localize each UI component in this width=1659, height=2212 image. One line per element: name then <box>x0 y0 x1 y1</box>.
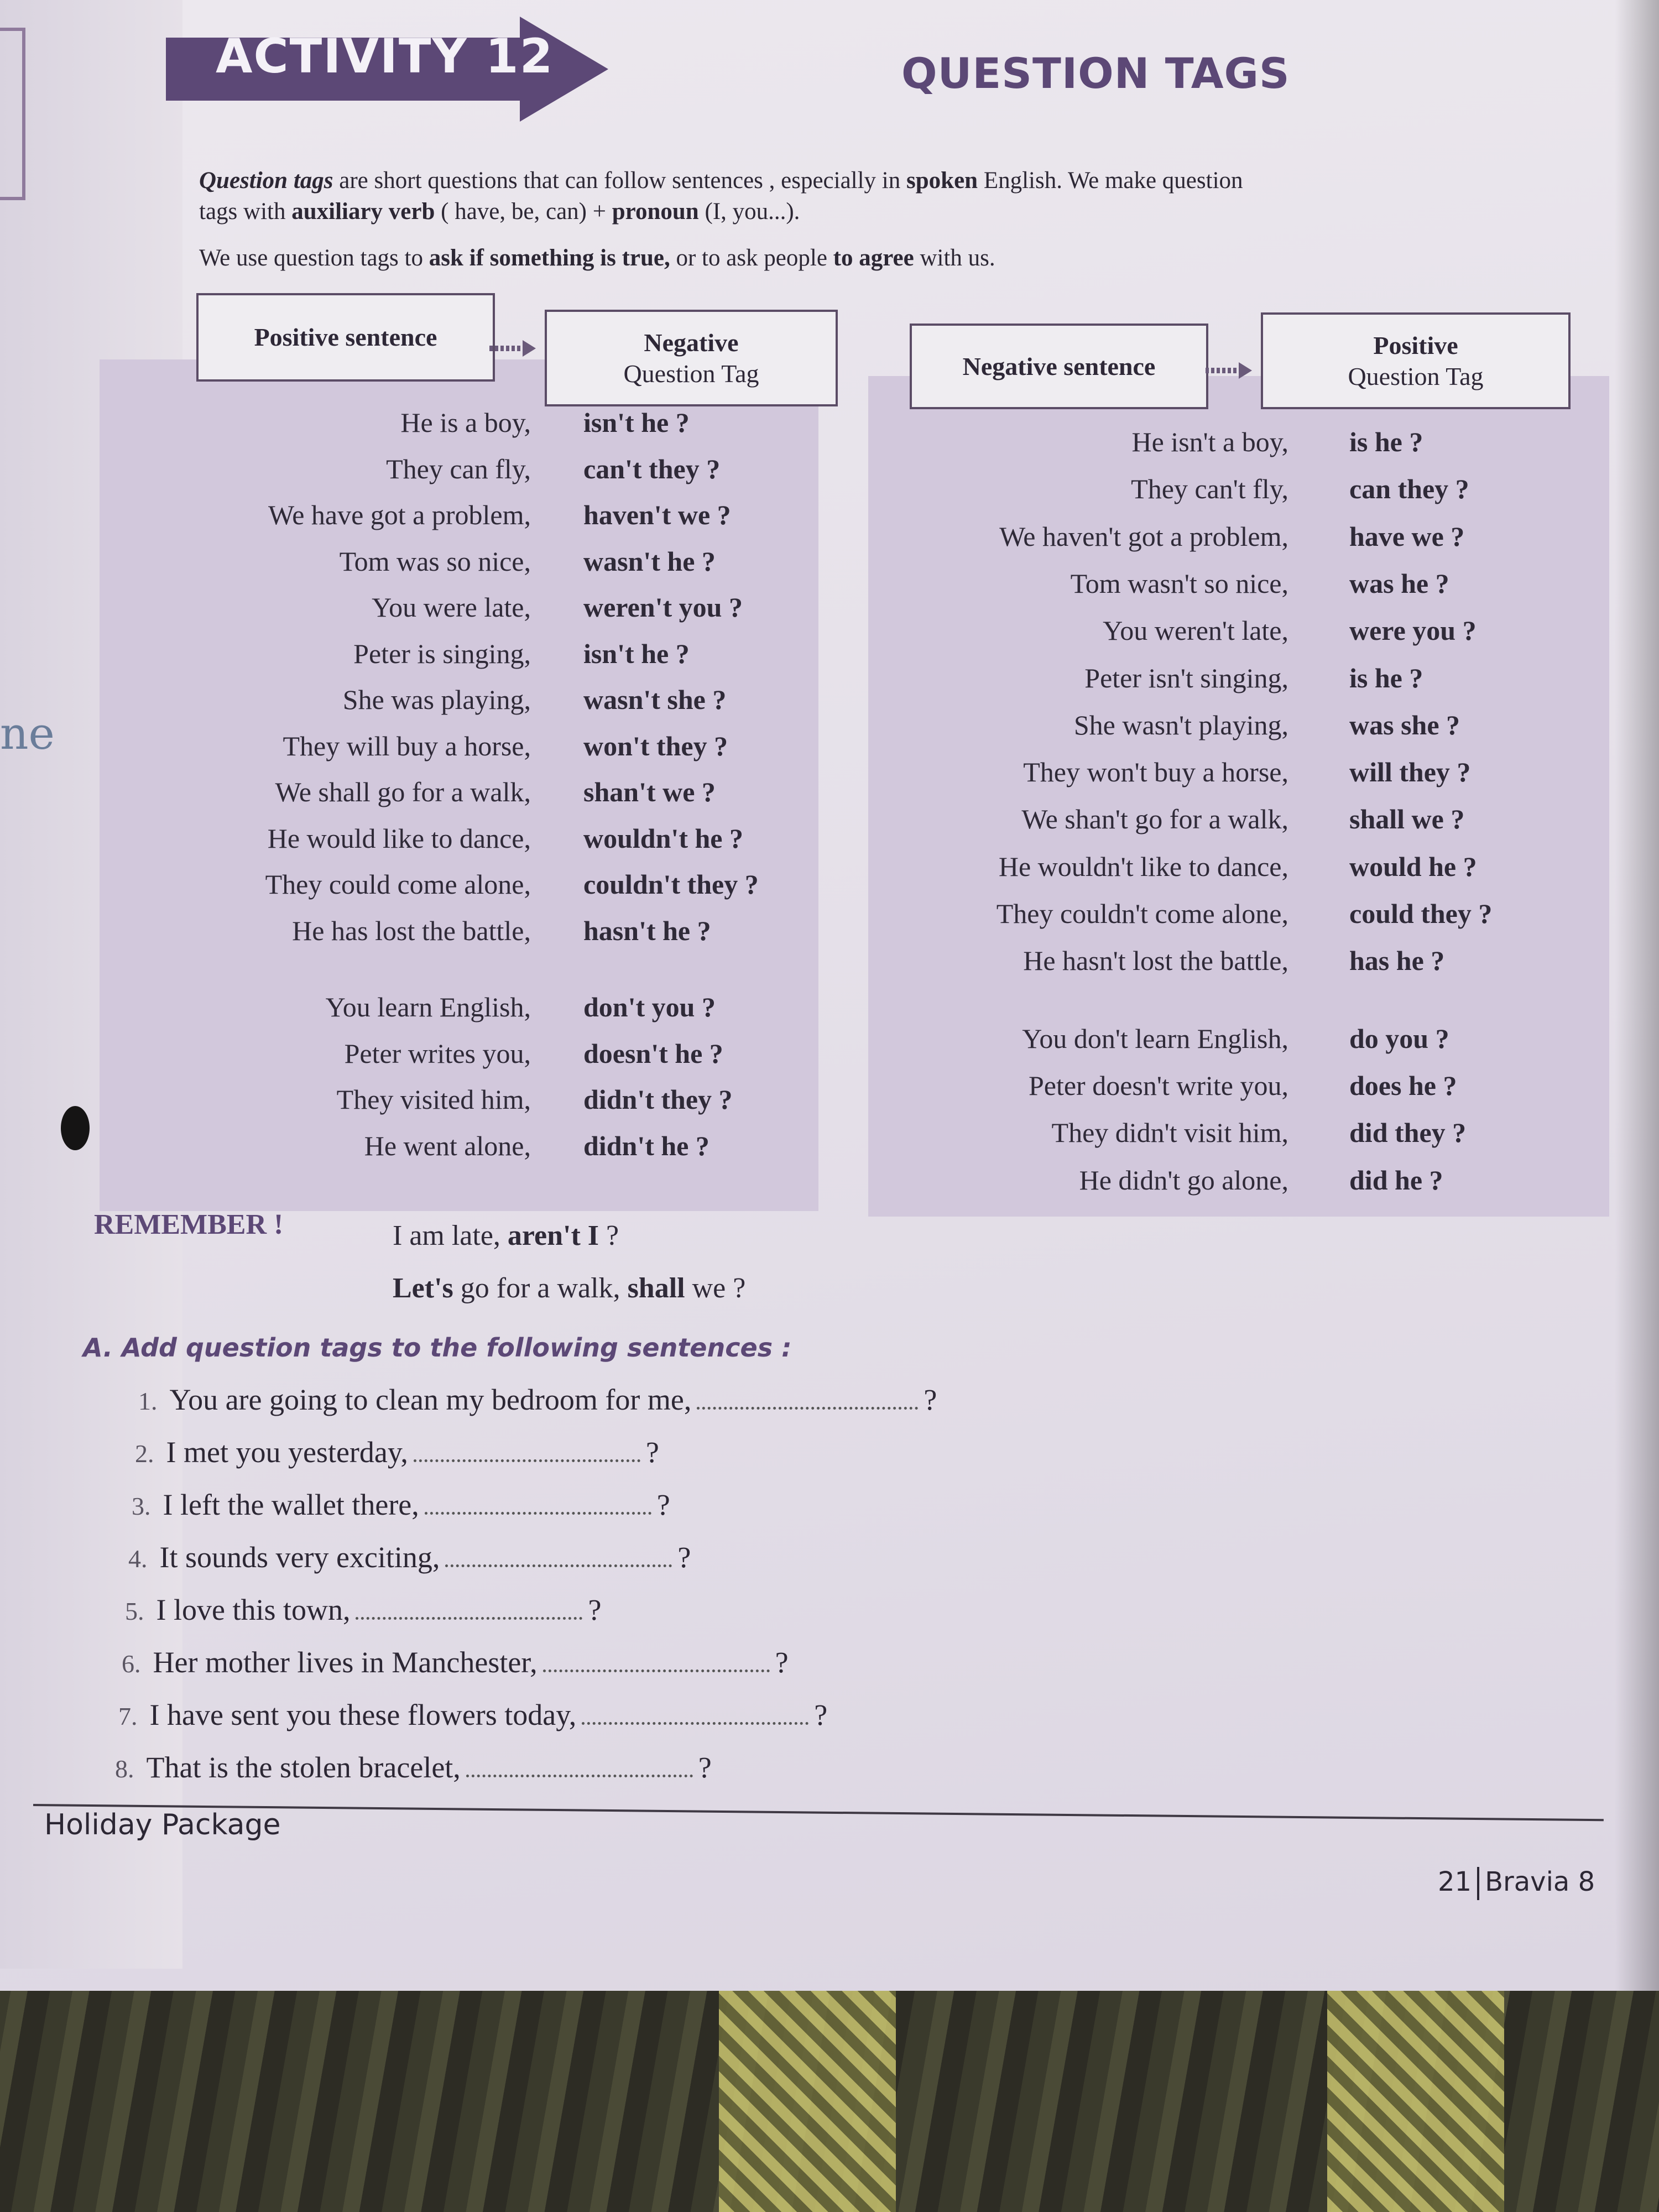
positive-tag-header <box>1261 312 1571 409</box>
sentence-cell: We shan't go for a walk, <box>1021 804 1288 835</box>
intro-text: with us. <box>914 245 995 271</box>
item-number: 4. <box>128 1545 148 1573</box>
intro-line-3 <box>199 243 1615 273</box>
answer-blank[interactable] <box>697 1390 918 1410</box>
sentence-cell: They won't buy a horse, <box>1023 757 1288 788</box>
tag-cell: were you ? <box>1349 615 1477 646</box>
answer-blank[interactable] <box>445 1548 672 1567</box>
sentence-cell: You don't learn English, <box>1022 1022 1288 1054</box>
sentence-cell: Tom was so nice, <box>339 545 531 577</box>
header-label: Negative sentence <box>962 352 1156 380</box>
sentence-cell: He isn't a boy, <box>1131 426 1288 457</box>
sentence-cell: Peter writes you, <box>344 1037 531 1069</box>
sentence-cell: Peter is singing, <box>353 638 531 669</box>
item-end-mark: ? <box>588 1593 602 1626</box>
tag-cell: did they ? <box>1349 1117 1467 1149</box>
exercise-item <box>135 1435 659 1469</box>
item-number: 3. <box>132 1492 151 1520</box>
tag-cell: would he ? <box>1349 851 1477 882</box>
intro-bold: auxiliary verb <box>291 199 435 225</box>
answer-blank[interactable] <box>414 1443 640 1462</box>
sentence-cell: He would like to dance, <box>267 822 531 854</box>
item-end-mark: ? <box>698 1751 712 1784</box>
intro-text: (I, you...). <box>698 199 800 225</box>
intro-text: or to ask people <box>670 245 833 271</box>
remember-label: REMEMBER ! <box>94 1209 284 1240</box>
footer-book-section: Holiday Package <box>44 1808 281 1841</box>
tag-cell: haven't we ? <box>583 499 731 530</box>
answer-blank[interactable] <box>425 1495 651 1515</box>
sentence-cell: They will buy a horse, <box>283 730 531 761</box>
sentence-cell: We shall go for a walk, <box>275 776 531 807</box>
item-sentence: I love this town, <box>156 1593 351 1626</box>
intro-text: tags with <box>199 199 292 225</box>
page-number: 21 <box>1438 1866 1472 1897</box>
tag-cell: can they ? <box>1349 473 1469 505</box>
tag-cell: didn't they ? <box>583 1084 733 1115</box>
sentence-cell: He has lost the battle, <box>292 915 531 946</box>
item-sentence: Her mother lives in Manchester, <box>153 1646 538 1679</box>
answer-blank[interactable] <box>582 1705 808 1725</box>
sentence-cell: He didn't go alone, <box>1079 1164 1288 1196</box>
tag-cell: shall we ? <box>1349 804 1465 835</box>
remember-example-2 <box>393 1272 745 1305</box>
intro-line-1 <box>199 166 1615 196</box>
remember-bold: Let's <box>393 1272 453 1304</box>
tag-cell: isn't he ? <box>583 407 690 438</box>
arrow-icon <box>1206 362 1255 379</box>
item-number: 2. <box>135 1439 154 1468</box>
intro-term: Question tags <box>199 168 333 194</box>
sentence-cell: They couldn't come alone, <box>996 898 1288 929</box>
exercise-item <box>128 1540 691 1574</box>
item-number: 1. <box>138 1387 158 1415</box>
negative-tag-header <box>545 310 838 406</box>
tag-cell: wouldn't he ? <box>583 822 743 854</box>
sentence-cell: They can't fly, <box>1131 473 1288 505</box>
tag-cell: is he ? <box>1349 662 1423 693</box>
left-page-tab <box>0 28 25 200</box>
remember-bold: aren't I <box>507 1220 599 1251</box>
item-end-mark: ? <box>775 1646 789 1679</box>
item-end-mark: ? <box>656 1488 670 1521</box>
header-label: Question Tag <box>623 359 759 388</box>
carpet-pattern <box>719 1969 896 2212</box>
tag-cell: can't they ? <box>583 453 721 484</box>
remember-text: go for a walk, <box>453 1272 628 1304</box>
intro-bold: spoken <box>906 168 978 194</box>
exercise-item <box>138 1383 937 1417</box>
sentence-cell: He hasn't lost the battle, <box>1023 945 1288 977</box>
item-sentence: I have sent you these flowers today, <box>149 1698 577 1731</box>
exercise-item <box>122 1645 789 1679</box>
header-label: Positive sentence <box>254 323 437 351</box>
positive-sentence-header <box>196 293 495 382</box>
intro-text: We use question tags to <box>199 245 429 271</box>
footer-separator <box>1477 1867 1479 1900</box>
tag-cell: isn't he ? <box>583 638 690 669</box>
tag-cell: doesn't he ? <box>583 1037 723 1069</box>
item-sentence: That is the stolen bracelet, <box>146 1751 461 1784</box>
footer-page-info <box>1438 1866 1595 1900</box>
tag-cell: have we ? <box>1349 520 1465 552</box>
item-end-mark: ? <box>924 1383 937 1416</box>
page-title: QUESTION TAGS <box>901 49 1290 98</box>
arrow-icon <box>489 340 539 357</box>
sentence-cell: She wasn't playing, <box>1073 709 1288 740</box>
remember-bold: shall <box>627 1272 685 1304</box>
sentence-cell: They could come alone, <box>265 869 531 900</box>
remember-example-1 <box>393 1219 619 1252</box>
intro-text: are short questions that can follow sentences , especially in <box>333 168 907 194</box>
sentence-cell: You weren't late, <box>1103 615 1288 646</box>
margin-note: ne <box>0 708 55 759</box>
sentence-cell: We have got a problem, <box>268 499 531 530</box>
header-label: Question Tag <box>1348 362 1484 390</box>
intro-bold: pronoun <box>612 199 699 225</box>
exercise-item <box>115 1750 712 1785</box>
answer-blank[interactable] <box>356 1600 582 1620</box>
tag-cell: was she ? <box>1349 709 1460 740</box>
tag-cell: wasn't he ? <box>583 545 716 577</box>
exercise-item <box>132 1488 670 1522</box>
carpet-pattern <box>1327 1969 1504 2212</box>
item-end-mark: ? <box>645 1436 659 1469</box>
tag-cell: weren't you ? <box>583 592 743 623</box>
item-sentence: You are going to clean my bedroom for me, <box>169 1383 692 1416</box>
tag-cell: shan't we ? <box>583 776 716 807</box>
remember-text: we ? <box>685 1272 746 1304</box>
item-end-mark: ? <box>677 1541 691 1574</box>
tag-cell: has he ? <box>1349 945 1445 977</box>
tag-cell: couldn't they ? <box>583 869 759 900</box>
exercise-item <box>125 1593 601 1627</box>
tag-cell: is he ? <box>1349 426 1423 457</box>
binder-hole <box>61 1106 90 1150</box>
item-end-mark: ? <box>814 1698 828 1731</box>
book-title: Bravia 8 <box>1485 1866 1595 1897</box>
item-sentence: I left the wallet there, <box>163 1488 419 1521</box>
sentence-cell: You were late, <box>372 592 531 623</box>
sentence-cell: Tom wasn't so nice, <box>1070 567 1288 599</box>
item-number: 7. <box>118 1702 138 1730</box>
sentence-cell: Peter doesn't write you, <box>1028 1070 1288 1101</box>
item-number: 5. <box>125 1597 144 1625</box>
tag-cell: wasn't she ? <box>583 684 727 715</box>
negative-sentence-header <box>910 324 1208 409</box>
tag-cell: was he ? <box>1349 567 1449 599</box>
answer-blank[interactable] <box>543 1653 770 1672</box>
sentence-cell: They didn't visit him, <box>1051 1117 1288 1149</box>
sentence-cell: We haven't got a problem, <box>999 520 1288 552</box>
page-edge-shadow <box>1615 0 1659 1991</box>
item-sentence: I met you yesterday, <box>166 1436 408 1469</box>
intro-text: English. We make question <box>978 168 1243 194</box>
sentence-cell: You learn English, <box>325 992 531 1022</box>
sentence-cell: He wouldn't like to dance, <box>998 851 1288 882</box>
sentence-cell: They can fly, <box>386 453 531 484</box>
tag-cell: don't you ? <box>583 992 716 1022</box>
tag-cell: will they ? <box>1349 757 1471 788</box>
header-label: Positive <box>1373 331 1458 359</box>
intro-text: ( have, be, can) + <box>435 199 612 225</box>
intro-bold: to agree <box>833 245 914 271</box>
exercise-title: A. Add question tags to the following sentences : <box>83 1333 792 1363</box>
activity-label: ACTIVITY 12 <box>216 29 554 84</box>
tag-cell: does he ? <box>1349 1070 1457 1101</box>
sentence-cell: She was playing, <box>342 684 531 715</box>
item-number: 6. <box>122 1650 141 1678</box>
remember-text: I am late, <box>393 1220 508 1251</box>
sentence-cell: He went alone, <box>364 1130 531 1161</box>
answer-blank[interactable] <box>466 1758 693 1777</box>
tag-cell: do you ? <box>1349 1022 1449 1054</box>
tag-cell: didn't he ? <box>583 1130 709 1161</box>
tag-cell: won't they ? <box>583 730 728 761</box>
sentence-cell: They visited him, <box>336 1084 531 1115</box>
tag-cell: could they ? <box>1349 898 1493 929</box>
header-label: Negative <box>644 328 739 357</box>
tag-cell: did he ? <box>1349 1164 1443 1196</box>
sentence-cell: Peter isn't singing, <box>1084 662 1288 693</box>
remember-text: ? <box>599 1220 619 1251</box>
sentence-cell: He is a boy, <box>400 407 531 438</box>
intro-line-2 <box>199 197 1615 227</box>
exercise-item <box>118 1698 827 1732</box>
item-sentence: It sounds very exciting, <box>159 1541 440 1574</box>
tag-cell: hasn't he ? <box>583 915 711 946</box>
item-number: 8. <box>115 1755 134 1783</box>
intro-bold: ask if something is true, <box>429 245 670 271</box>
